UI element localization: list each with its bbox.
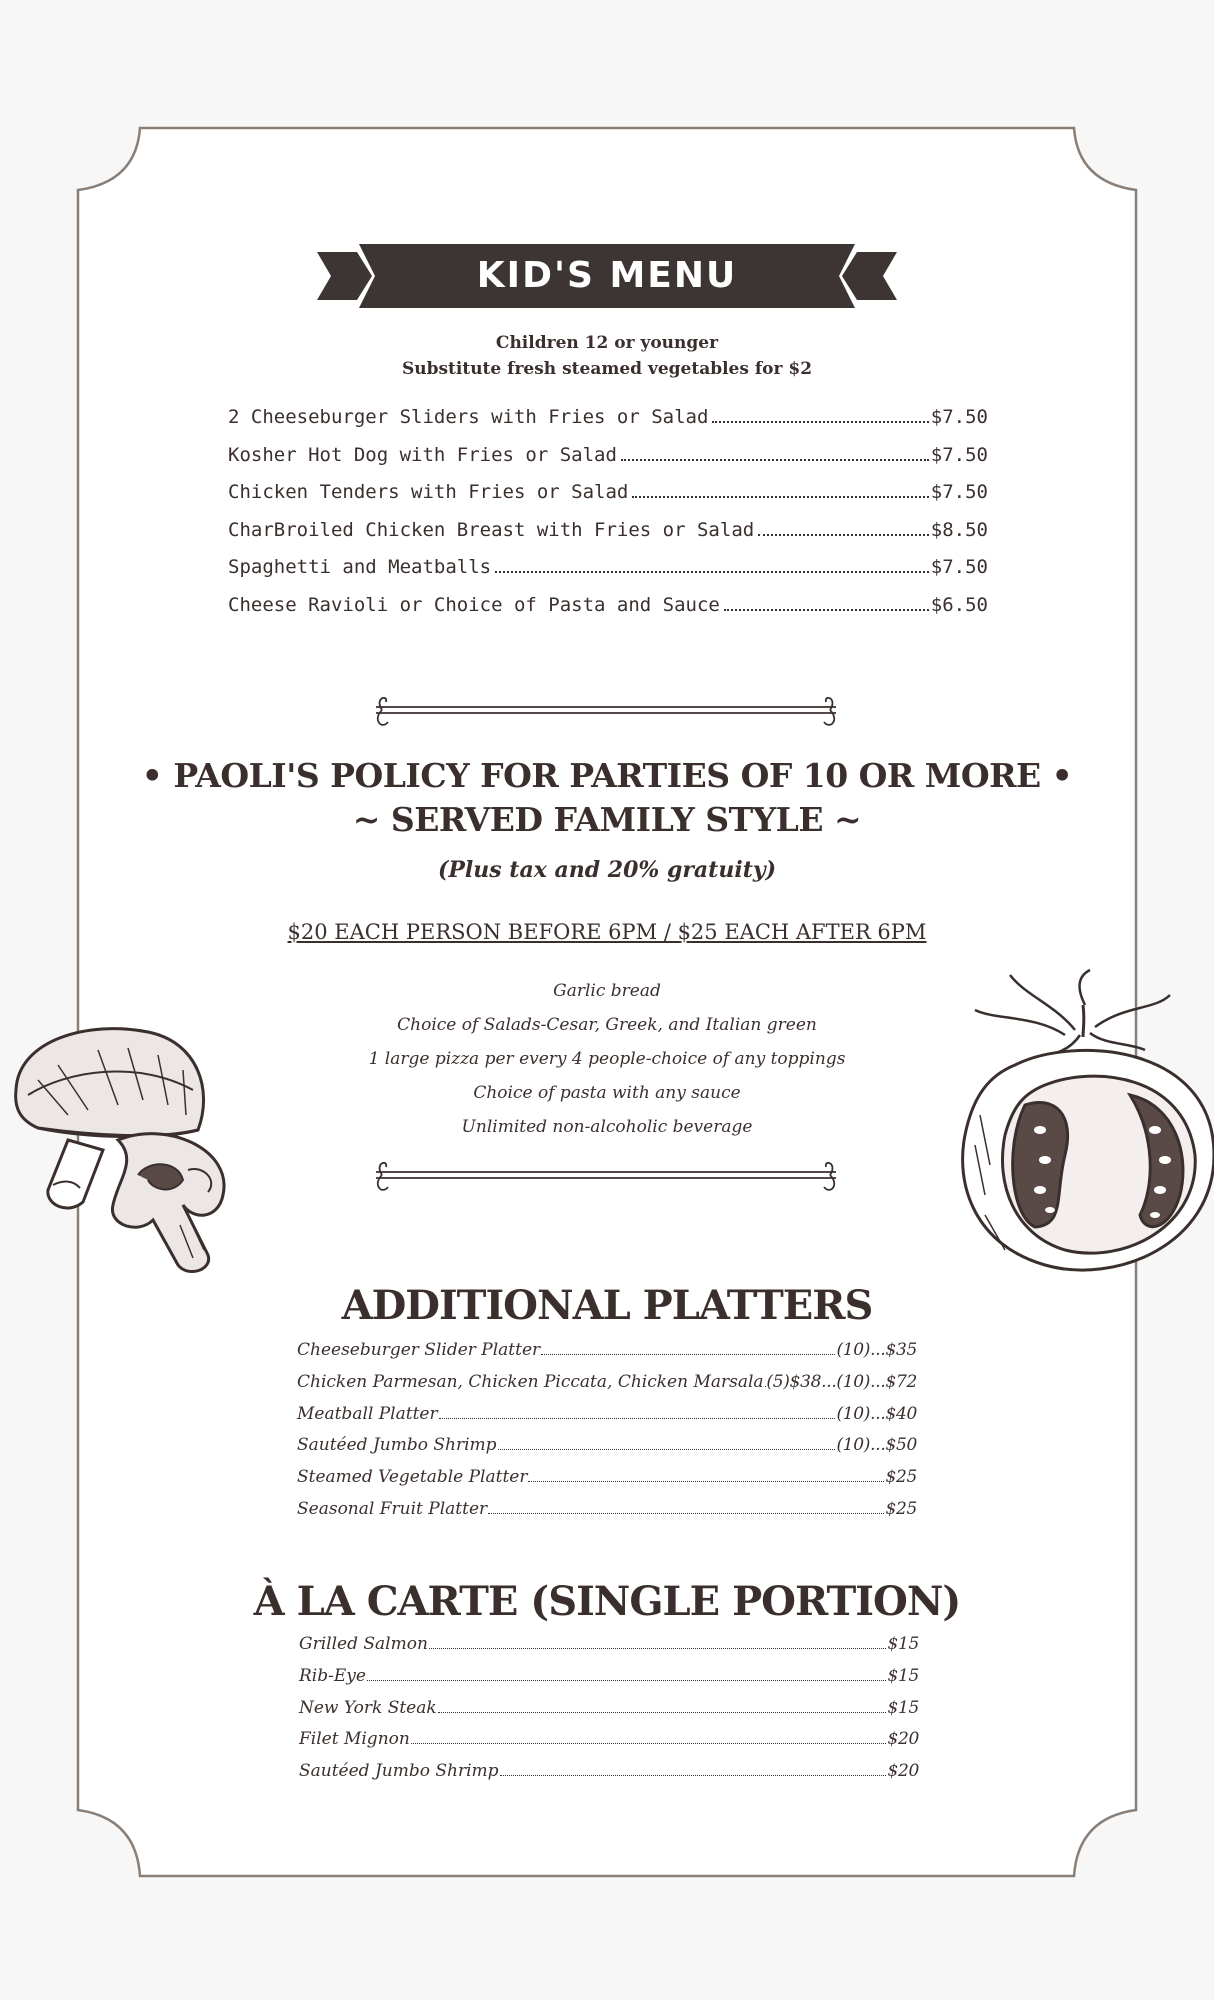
list-item: Unlimited non-alcoholic beverage <box>461 1117 753 1137</box>
item-name: New York Steak <box>299 1697 437 1718</box>
a-la-carte-list <box>299 1634 919 1793</box>
policy-subtitle: ~ SERVED FAMILY STYLE ~ <box>352 800 862 839</box>
item-name: Steamed Vegetable Platter <box>297 1467 528 1488</box>
item-name: 2 Cheeseburger Sliders with Fries or Salad <box>228 406 709 428</box>
list-item: Garlic bread <box>553 981 661 1001</box>
item-price: $25 <box>885 1467 917 1488</box>
item-price: $7.50 <box>930 481 988 504</box>
list-item <box>297 1499 917 1531</box>
tomato-illustration <box>955 965 1214 1285</box>
item-price: $7.50 <box>930 443 988 466</box>
list-item <box>228 519 988 557</box>
item-price: $7.50 <box>930 556 988 579</box>
mushroom-illustration <box>8 1020 233 1280</box>
item-price: $20 <box>887 1761 919 1782</box>
list-item <box>297 1467 917 1499</box>
item-price: (10)...$40 <box>836 1403 917 1424</box>
kids-menu-subtitle-veg: Substitute fresh steamed vegetables for $2 <box>401 359 813 379</box>
item-price: (5)$38...(10)...$72 <box>766 1371 917 1392</box>
policy-title: • PAOLI'S POLICY FOR PARTIES OF 10 OR MORE • <box>141 756 1073 795</box>
list-item: Choice of Salads-Cesar, Greek, and Italian green <box>397 1015 817 1035</box>
list-item <box>297 1372 917 1404</box>
list-item <box>299 1634 919 1666</box>
list-item <box>299 1666 919 1698</box>
list-item <box>228 594 988 632</box>
leader-dots <box>724 609 929 611</box>
list-item: Choice of pasta with any sauce <box>473 1083 741 1103</box>
leader-dots <box>498 1449 836 1450</box>
leader-dots <box>541 1354 835 1355</box>
item-name: Grilled Salmon <box>299 1634 428 1654</box>
item-price: $7.50 <box>930 406 988 428</box>
item-name: Chicken Parmesan, Chicken Piccata, Chicken Marsala <box>297 1371 764 1392</box>
ornamental-divider <box>368 690 844 732</box>
leader-dots <box>758 534 929 536</box>
item-name: Rib-Eye <box>299 1665 366 1686</box>
item-price: $8.50 <box>930 518 988 541</box>
leader-dots <box>765 1386 766 1387</box>
list-item: 1 large pizza per every 4 people-choice of any toppings <box>368 1049 846 1069</box>
item-name: Meatball Platter <box>297 1403 438 1424</box>
list-item <box>299 1729 919 1761</box>
item-name: Spaghetti and Meatballs <box>228 556 492 579</box>
item-name: Sautéed Jumbo Shrimp <box>299 1761 499 1782</box>
list-item <box>299 1698 919 1730</box>
leader-dots <box>712 421 928 423</box>
list-item <box>228 556 988 594</box>
item-name: Seasonal Fruit Platter <box>297 1498 488 1519</box>
list-item <box>228 406 988 444</box>
list-item <box>297 1340 917 1372</box>
item-name: Kosher Hot Dog with Fries or Salad <box>228 443 617 466</box>
item-name: Filet Mignon <box>299 1729 410 1750</box>
leader-dots <box>438 1712 887 1713</box>
policy-note: (Plus tax and 20% gratuity) <box>437 857 777 883</box>
leader-dots <box>528 1481 884 1482</box>
item-price: $25 <box>885 1498 917 1519</box>
item-price: $15 <box>887 1697 919 1718</box>
list-item <box>228 444 988 482</box>
leader-dots <box>495 571 929 573</box>
a-la-carte-title: À LA CARTE (SINGLE PORTION) <box>253 1578 961 1625</box>
item-price: $15 <box>887 1665 919 1686</box>
leader-dots <box>367 1680 887 1681</box>
leader-dots <box>488 1513 884 1514</box>
item-price: (10)...$50 <box>836 1435 917 1456</box>
policy-pricing: $20 EACH PERSON BEFORE 6PM / $25 EACH AFTER 6PM <box>287 920 927 944</box>
leader-dots <box>621 459 929 461</box>
leader-dots <box>439 1418 836 1419</box>
ornamental-divider <box>368 1155 844 1197</box>
list-item <box>297 1435 917 1467</box>
additional-platters-list <box>297 1340 917 1531</box>
additional-platters-title: ADDITIONAL PLATTERS <box>341 1282 873 1329</box>
item-price: $15 <box>887 1634 919 1654</box>
item-name: Sautéed Jumbo Shrimp <box>297 1435 497 1456</box>
item-price: (10)...$35 <box>836 1340 917 1360</box>
item-name: Cheeseburger Slider Platter <box>297 1340 541 1360</box>
kids-menu-subtitle-age: Children 12 or younger <box>495 333 719 353</box>
item-name: Cheese Ravioli or Choice of Pasta and Sauce <box>228 593 720 616</box>
leader-dots <box>500 1775 887 1776</box>
item-name: Chicken Tenders with Fries or Salad <box>228 481 629 504</box>
leader-dots <box>411 1743 887 1744</box>
leader-dots <box>632 496 928 498</box>
item-price: $20 <box>887 1729 919 1750</box>
list-item <box>299 1761 919 1793</box>
leader-dots <box>429 1648 887 1649</box>
list-item <box>228 481 988 519</box>
kids-menu-list <box>228 406 988 632</box>
kids-menu-title: KID'S MENU <box>476 255 738 296</box>
item-price: $6.50 <box>930 593 988 616</box>
item-name: CharBroiled Chicken Breast with Fries or Salad <box>228 518 755 541</box>
list-item <box>297 1404 917 1436</box>
